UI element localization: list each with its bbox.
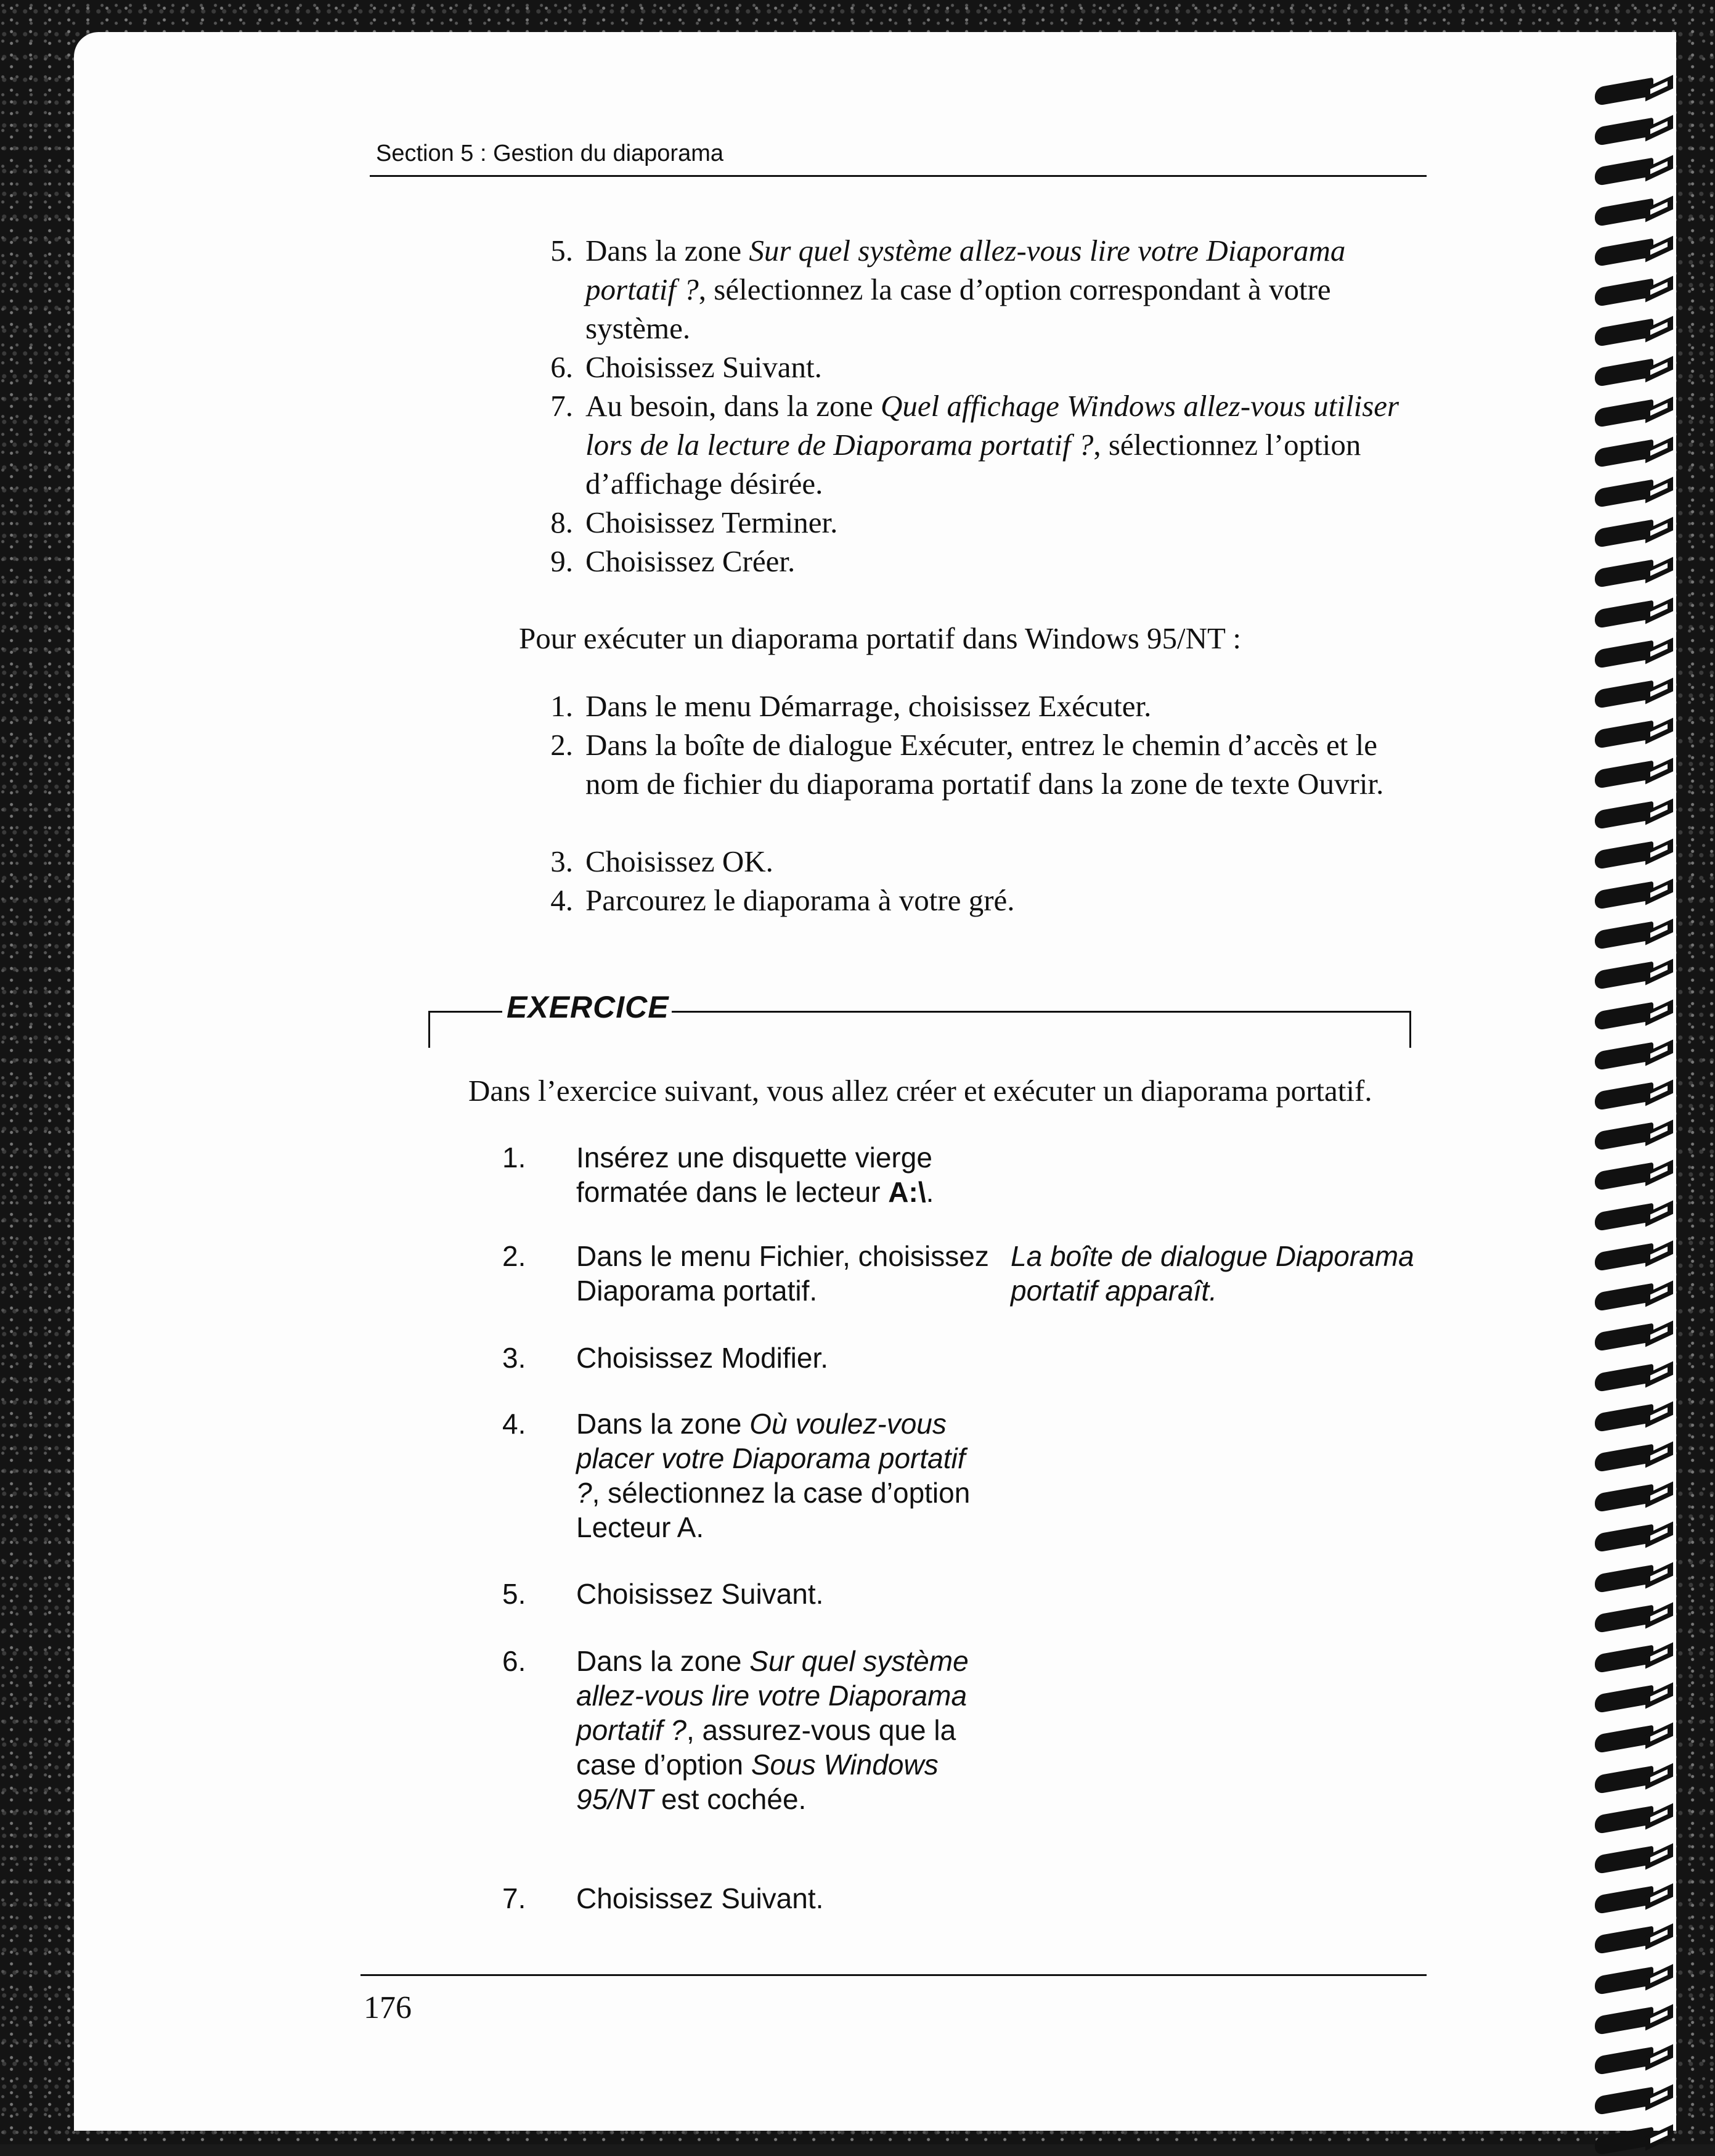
- step-item: [536, 542, 1408, 581]
- exercise-frame-right-tick: [1409, 1011, 1411, 1048]
- binding-coil: [1584, 885, 1676, 906]
- binding-coil: [1584, 1609, 1676, 1630]
- exercise-step: [502, 1644, 983, 1816]
- binding-coil: [1584, 1006, 1676, 1027]
- binding-coil: [1584, 1046, 1676, 1067]
- step-number: 7.: [550, 389, 573, 423]
- binding-coil: [1584, 242, 1676, 263]
- step-text: Choisissez Créer.: [585, 544, 796, 578]
- binding-coil: [1584, 443, 1676, 464]
- binding-coil: [1584, 925, 1676, 946]
- step-item: [536, 231, 1408, 348]
- binding-coil: [1584, 483, 1676, 504]
- binding-coil: [1584, 644, 1676, 665]
- binding-coil: [1584, 121, 1676, 142]
- binding-coil: [1584, 282, 1676, 303]
- binding-coil: [1584, 1408, 1676, 1429]
- binding-coil: [1584, 1850, 1676, 1871]
- step-number: 1.: [502, 1141, 526, 1174]
- step-item: [536, 503, 1408, 542]
- binding-coil: [1584, 1810, 1676, 1831]
- binding-coil: [1584, 604, 1676, 625]
- binding-coil: [1584, 1770, 1676, 1791]
- exercise-step: [502, 1140, 1008, 1209]
- step-text: Insérez une disquette vierge formatée dans le lecteur A:\.: [576, 1141, 934, 1208]
- binding-coil: [1584, 2011, 1676, 2031]
- exercise-step: [502, 1407, 983, 1545]
- step-item: [536, 348, 1408, 386]
- binding-coil: [1584, 1126, 1676, 1147]
- step-number: 2.: [502, 1240, 526, 1272]
- step-text: Choisissez Suivant.: [576, 1882, 824, 1914]
- binding-coil: [1584, 202, 1676, 223]
- step-text: Dans la zone Où voulez-vous placer votre Diaporama portatif ?, sélectionnez la case d’option Lecteur A.: [576, 1408, 971, 1543]
- binding-coil: [1584, 1207, 1676, 1228]
- step-number: 1.: [550, 689, 573, 723]
- footer-rule: [361, 1974, 1427, 1976]
- exercise-frame-right-top: [672, 1011, 1411, 1013]
- step-text: Choisissez Modifier.: [576, 1342, 829, 1374]
- binding-coil: [1584, 1287, 1676, 1308]
- step-text: Parcourez le diaporama à votre gré.: [585, 883, 1015, 917]
- binding-coil: [1584, 764, 1676, 785]
- exercise-step: [502, 1881, 1008, 1916]
- step-number: 4.: [550, 883, 573, 917]
- binding-coil: [1584, 1890, 1676, 1911]
- binding-coil: [1584, 362, 1676, 383]
- step-number: 3.: [550, 844, 573, 878]
- binding-coil: [1584, 1689, 1676, 1710]
- exercise-step: [502, 1239, 1008, 1308]
- binding-coil: [1584, 1528, 1676, 1549]
- binding-coil: [1584, 523, 1676, 544]
- exercise-title: EXERCICE: [507, 990, 669, 1024]
- binding-coil: [1584, 1488, 1676, 1509]
- step-text: Dans le menu Fichier, choisissez Diaporama portatif.: [576, 1240, 989, 1307]
- step-number: 5.: [502, 1578, 526, 1610]
- step-text: Dans la boîte de dialogue Exécuter, entrez le chemin d’accès et le nom de fichier du diaporama portatif dans la zone de texte Ouvrir.: [585, 728, 1384, 801]
- binding-coil: [1584, 1368, 1676, 1389]
- step-text: Choisissez Suivant.: [585, 350, 822, 384]
- binding-coil: [1584, 1970, 1676, 1991]
- binding-coil: [1584, 684, 1676, 705]
- binding-coil: [1584, 2051, 1676, 2072]
- binding-coil: [1584, 1930, 1676, 1951]
- binding-coil: [1584, 1569, 1676, 1590]
- page-number: 176: [364, 1990, 412, 2025]
- step-number: 7.: [502, 1882, 526, 1914]
- step-item: [536, 881, 1408, 920]
- exercise-result-note: La boîte de dialogue Diaporama portatif apparaît.: [1011, 1240, 1414, 1307]
- binding-coil: [1584, 2131, 1676, 2152]
- binding-coil: [1584, 724, 1676, 745]
- binding-coil: [1584, 403, 1676, 424]
- step-number: 6.: [550, 350, 573, 384]
- run-intro: Pour exécuter un diaporama portatif dans Windows 95/NT :: [519, 621, 1241, 655]
- binding-coil: [1584, 1729, 1676, 1750]
- binding-coil: [1584, 1327, 1676, 1348]
- exercise-step: [502, 1341, 1008, 1375]
- step-text: Au besoin, dans la zone Quel affichage Windows allez-vous utiliser lors de la lecture de Diaporama portatif ?, sélectionnez l’option d’affichage désirée.: [585, 389, 1399, 500]
- step-text: Choisissez Suivant.: [576, 1578, 824, 1610]
- step-item: [536, 386, 1408, 503]
- step-text: Choisissez OK.: [585, 844, 773, 878]
- step-text: Dans le menu Démarrage, choisissez Exécuter.: [585, 689, 1152, 723]
- step-number: 3.: [502, 1342, 526, 1374]
- section-header: Section 5 : Gestion du diaporama: [376, 141, 724, 166]
- binding-coil: [1584, 1086, 1676, 1107]
- step-text: Dans la zone Sur quel système allez-vous lire votre Diaporama portatif ?, assurez-vous que la case d’option Sous Windows 95/NT est cochée.: [576, 1645, 969, 1815]
- binding-coil: [1584, 563, 1676, 584]
- spiral-binding: [1584, 81, 1676, 2152]
- exercise-frame-left-top: [428, 1011, 502, 1013]
- step-text: Choisissez Terminer.: [585, 505, 838, 539]
- step-number: 8.: [550, 505, 573, 539]
- step-number: 2.: [550, 728, 573, 762]
- binding-coil: [1584, 1649, 1676, 1670]
- binding-coil: [1584, 81, 1676, 102]
- step-text: Dans la zone Sur quel système allez-vous lire votre Diaporama portatif ?, sélectionnez la case d’option correspondant à votre système.: [585, 234, 1346, 345]
- exercise-intro: Dans l’exercice suivant, vous allez créer et exécuter un diaporama portatif.: [468, 1074, 1372, 1108]
- binding-coil: [1584, 805, 1676, 826]
- step-item: [536, 687, 1408, 725]
- step-item: [536, 725, 1408, 803]
- binding-coil: [1584, 1166, 1676, 1187]
- binding-coil: [1584, 161, 1676, 182]
- step-number: 4.: [502, 1408, 526, 1440]
- step-number: 6.: [502, 1645, 526, 1677]
- binding-coil: [1584, 1247, 1676, 1268]
- binding-coil: [1584, 322, 1676, 343]
- binding-coil: [1584, 1448, 1676, 1469]
- exercise-frame-left-tick: [428, 1011, 430, 1048]
- binding-coil: [1584, 965, 1676, 986]
- header-rule: [370, 175, 1427, 177]
- exercise-step: [502, 1577, 1008, 1611]
- step-number: 9.: [550, 544, 573, 578]
- binding-coil: [1584, 845, 1676, 866]
- binding-coil: [1584, 2091, 1676, 2112]
- step-number: 5.: [550, 234, 573, 267]
- step-item: [536, 842, 1408, 881]
